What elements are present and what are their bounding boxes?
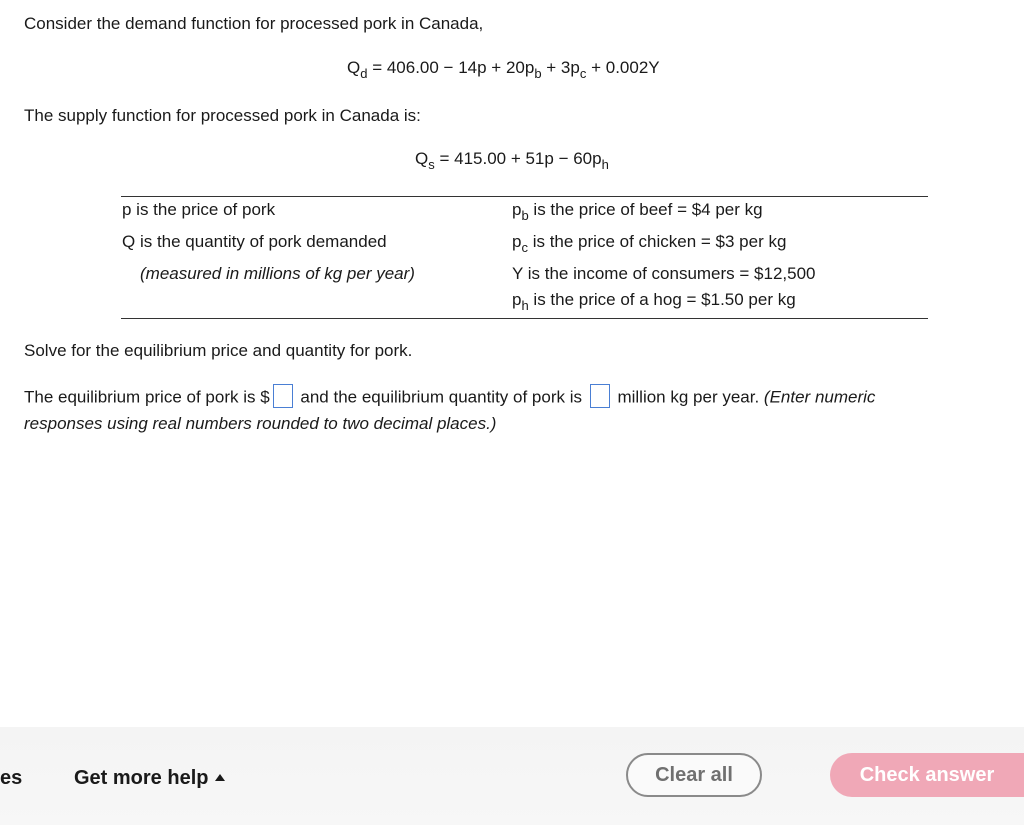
- question-intro: Consider the demand function for processed pork in Canada,: [24, 14, 484, 33]
- demand-equation: $Q_d = 406.00 - 14p + 20p_b + 3p_c + 0.002Y$: [347, 58, 660, 81]
- def-quantity: Q is the quantity of pork demanded: [122, 232, 387, 251]
- get-more-help-button[interactable]: Get more help: [74, 767, 225, 790]
- answer-instructions: responses using real numbers rounded to two decimal places.): [24, 414, 497, 433]
- footer-bar: [0, 727, 1024, 825]
- solve-prompt: Solve for the equilibrium price and quantity for pork.: [24, 341, 413, 360]
- answer-line: The equilibrium price of pork is $ and the equilibrium quantity of pork is million kg per year. (Enter numeric: [24, 386, 875, 410]
- quantity-answer-input[interactable]: [590, 384, 610, 408]
- price-answer-input[interactable]: [273, 384, 293, 408]
- caret-up-icon: [215, 774, 225, 781]
- table-bottom-rule: [121, 318, 928, 319]
- clear-all-button[interactable]: Clear all: [626, 753, 762, 797]
- def-income: Y is the income of consumers = $12,500: [512, 264, 816, 283]
- check-answer-button[interactable]: Check answer: [830, 753, 1024, 797]
- def-price-beef: $p_b$ is the price of beef = $4 per kg: [512, 200, 763, 223]
- def-quantity-units: (measured in millions of kg per year): [140, 264, 415, 283]
- previous-nav-label[interactable]: es: [0, 767, 23, 789]
- def-price-pork: p is the price of pork: [122, 200, 276, 219]
- supply-intro: The supply function for processed pork in Canada is:: [24, 106, 421, 125]
- supply-equation: $Q_s = 415.00 + 51p - 60p_h$: [415, 149, 609, 172]
- table-top-rule: [121, 196, 928, 197]
- def-price-hog: $p_h$ is the price of a hog = $1.50 per kg: [512, 290, 796, 313]
- def-price-chicken: $p_c$ is the price of chicken = $3 per kg: [512, 232, 787, 255]
